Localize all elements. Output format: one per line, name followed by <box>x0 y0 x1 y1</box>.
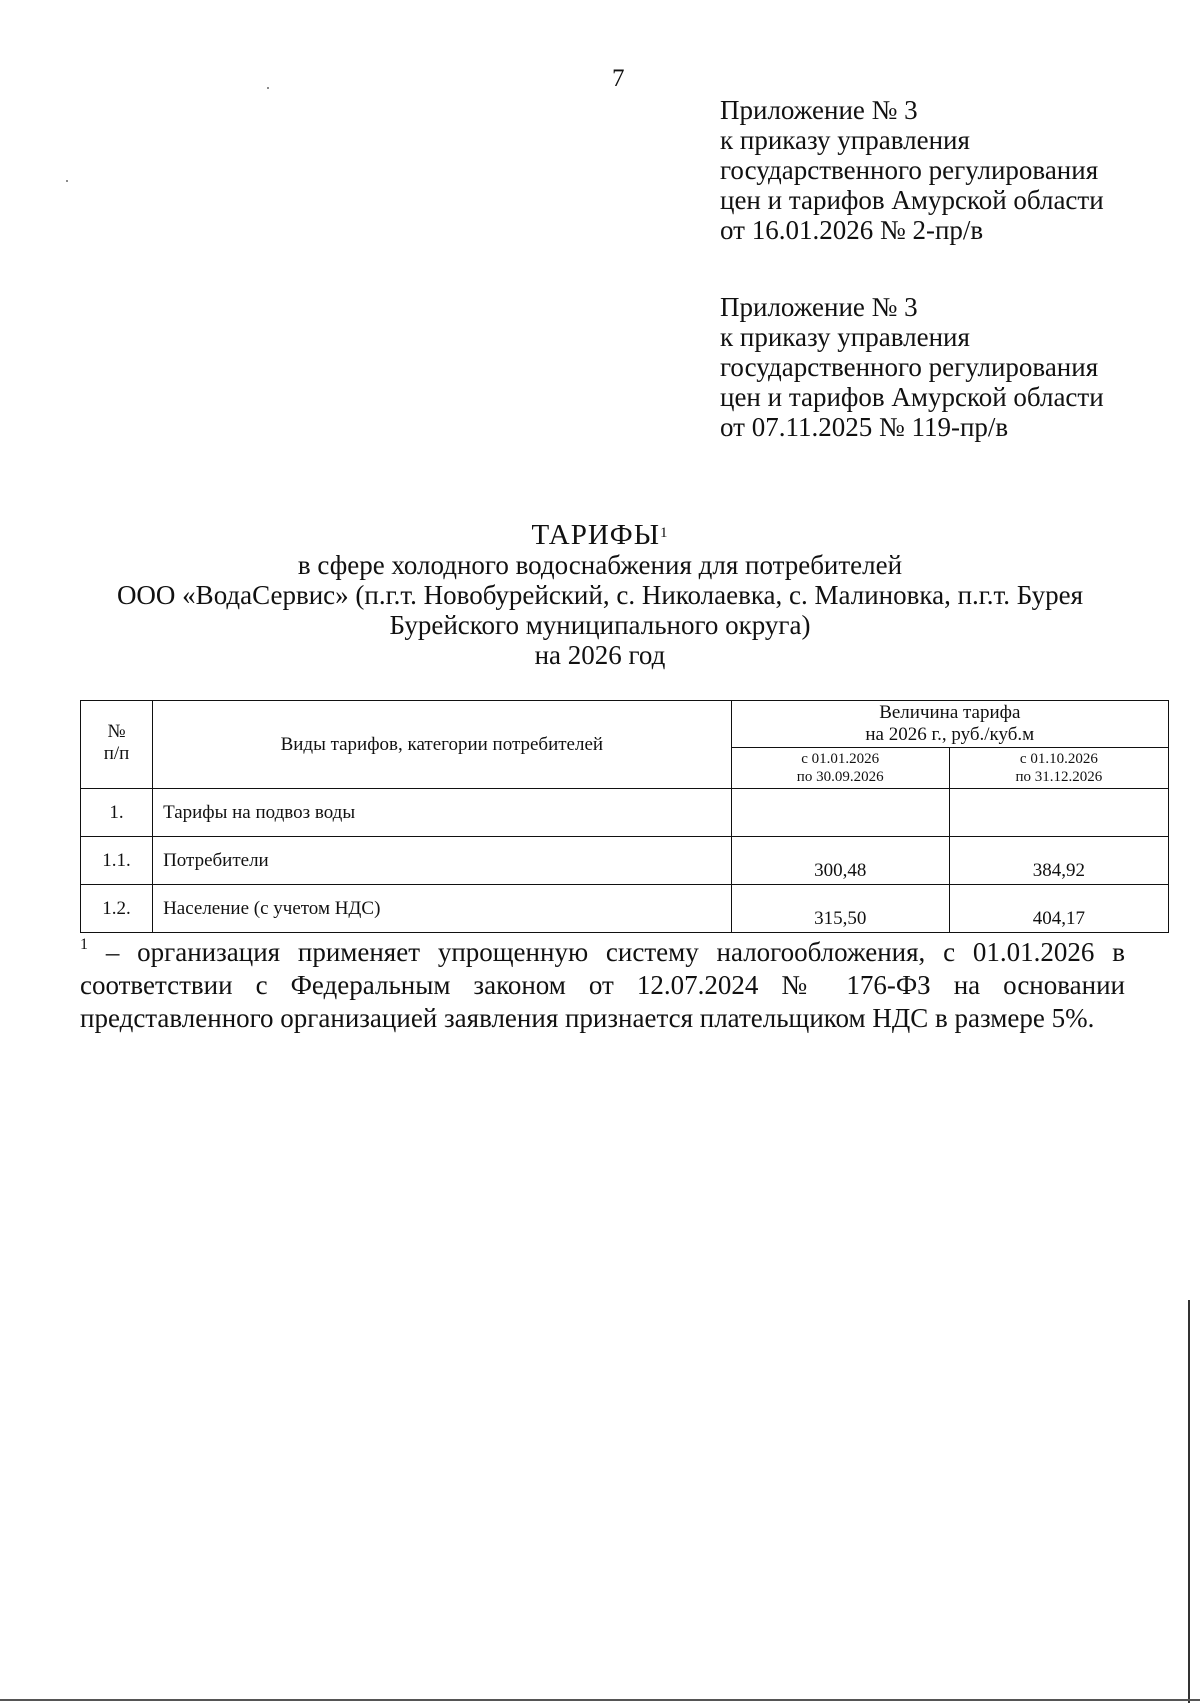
appendix-line: Приложение № 3 <box>720 95 918 125</box>
title-main <box>60 520 1140 550</box>
appendix-line: государственного регулирования <box>720 155 1099 185</box>
title-line: в сфере холодного водоснабжения для потребителей <box>297 550 903 580</box>
page-number: 7 <box>612 65 625 92</box>
footnote-mark: 1 <box>80 936 88 953</box>
header-num-label: № <box>107 721 126 742</box>
header-num-sub: п/п <box>103 743 130 764</box>
header-kind: Виды тарифов, категории потребителей <box>153 701 732 789</box>
header-period-line: с 01.01.2026 <box>801 751 880 767</box>
title-line: на 2026 год <box>534 640 666 670</box>
table-row <box>81 789 1169 837</box>
header-value-line: Величина тарифа <box>879 702 1021 723</box>
header-period-line: по 31.12.2026 <box>1015 769 1103 785</box>
table-row <box>81 885 1169 933</box>
row-value-period-2 <box>949 789 1168 837</box>
row-num: 1. <box>81 789 153 837</box>
table-row <box>81 837 1169 885</box>
title-footnote-ref: 1 <box>660 525 669 541</box>
header-period-line: по 30.09.2026 <box>796 769 884 785</box>
row-num: 1.1. <box>81 837 153 885</box>
appendix-line: к приказу управления <box>720 322 970 352</box>
appendix-line: государственного регулирования <box>720 352 1099 382</box>
row-kind: Тарифы на подвоз воды <box>153 789 732 837</box>
appendix-line: к приказу управления <box>720 125 970 155</box>
footnote <box>80 936 1125 1035</box>
appendix-line: от 16.01.2026 № 2-пр/в <box>720 215 984 245</box>
appendix-line: Приложение № 3 <box>720 292 918 322</box>
title-line: ООО «ВодаСервис» (п.г.т. Новобурейский, с. Николаевка, с. Малиновка, п.г.т. Бурея <box>116 580 1084 610</box>
appendix-previous-header <box>720 292 1104 442</box>
row-value-period-2: 384,92 <box>949 837 1168 885</box>
header-value-line: на 2026 г., руб./куб.м <box>865 724 1035 745</box>
scan-edge-line <box>1188 1300 1190 1703</box>
row-num: 1.2. <box>81 885 153 933</box>
header-num <box>81 701 153 789</box>
scan-speck <box>66 180 68 182</box>
appendix-line: цен и тарифов Амурской области <box>720 382 1104 412</box>
row-value-period-2: 404,17 <box>949 885 1168 933</box>
row-value-period-1: 315,50 <box>731 885 949 933</box>
footnote-text: – организация применяет упрощенную систему налогообложения, с 01.01.2026 в соответствии с Федеральным законом от 12.07.2024 № 176-ФЗ на основании представленного организацией заявления признается плательщиком НДС в размере 5%. <box>80 937 1125 1033</box>
title-main-text: ТАРИФЫ <box>531 519 660 551</box>
header-period-2 <box>949 748 1168 789</box>
tariffs-table <box>80 700 1169 933</box>
scan-speck <box>267 87 269 89</box>
row-kind: Население (с учетом НДС) <box>153 885 732 933</box>
appendix-current-header <box>720 95 1104 245</box>
header-value <box>731 701 1168 748</box>
row-value-period-1 <box>731 789 949 837</box>
header-period-line: с 01.10.2026 <box>1019 751 1098 767</box>
row-kind: Потребители <box>153 837 732 885</box>
title-line: Бурейского муниципального округа) <box>389 610 811 640</box>
table-header-row <box>81 701 1169 748</box>
appendix-line: от 07.11.2025 № 119-пр/в <box>720 412 1009 442</box>
appendix-line: цен и тарифов Амурской области <box>720 185 1104 215</box>
header-period-1 <box>731 748 949 789</box>
scan-edge-line <box>0 1699 1200 1701</box>
row-value-period-1: 300,48 <box>731 837 949 885</box>
document-title <box>60 520 1140 670</box>
